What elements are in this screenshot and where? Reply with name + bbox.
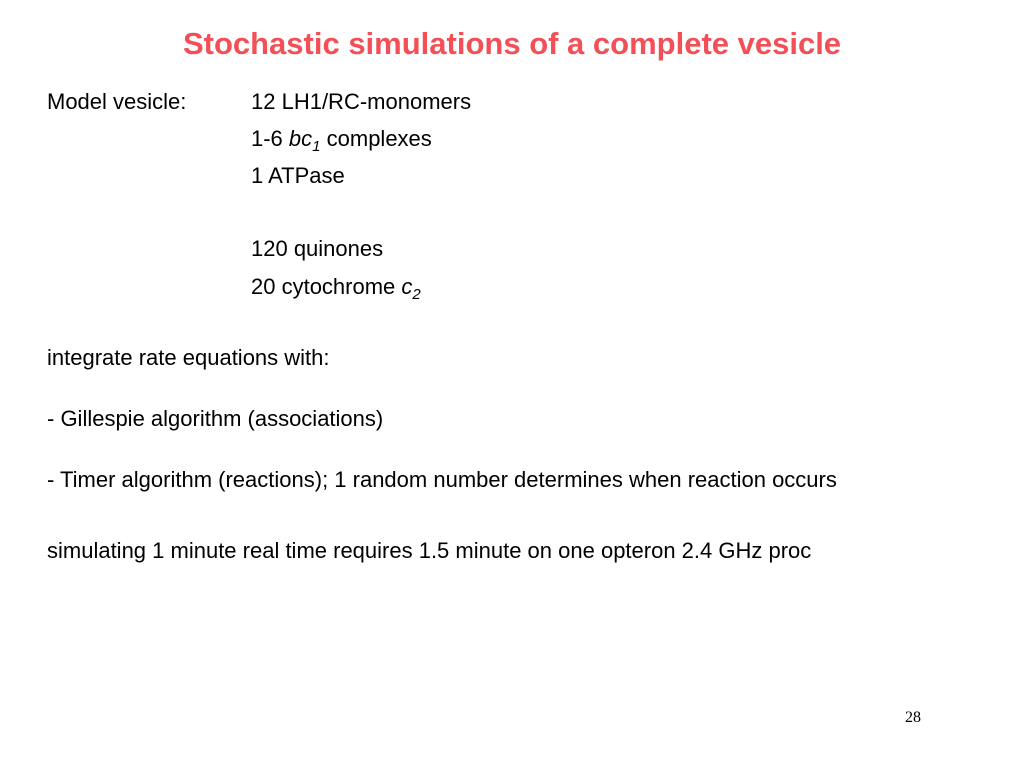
gillespie-method: - Gillespie algorithm (associations) — [47, 406, 384, 431]
atpase-item: 1 ATPase — [251, 163, 345, 188]
bc1-complexes-item — [251, 125, 432, 153]
cytochrome-count: 20 cytochrome — [251, 274, 402, 299]
model-vesicle-label: Model vesicle: — [47, 89, 187, 114]
cytochrome-subscript: 2 — [412, 286, 421, 303]
cytochrome-item — [251, 273, 421, 301]
cytochrome-name: c — [401, 274, 413, 299]
page-number: 28 — [905, 709, 921, 726]
timer-method: - Timer algorithm (reactions); 1 random number determines when reaction occurs — [47, 467, 837, 492]
monomers-item: 12 LH1/RC-monomers — [251, 89, 472, 114]
slide-title: Stochastic simulations of a complete vesicle — [182, 26, 842, 61]
bc1-subscript: 1 — [312, 138, 321, 155]
bc1-suffix: complexes — [320, 126, 432, 151]
performance-statement: simulating 1 minute real time requires 1.5 minute on one opteron 2.4 GHz proc — [47, 538, 812, 563]
bc1-count: 1-6 — [251, 126, 289, 151]
quinones-item: 120 quinones — [251, 236, 384, 261]
bc1-name: bc — [288, 126, 313, 151]
integration-intro: integrate rate equations with: — [47, 345, 330, 370]
